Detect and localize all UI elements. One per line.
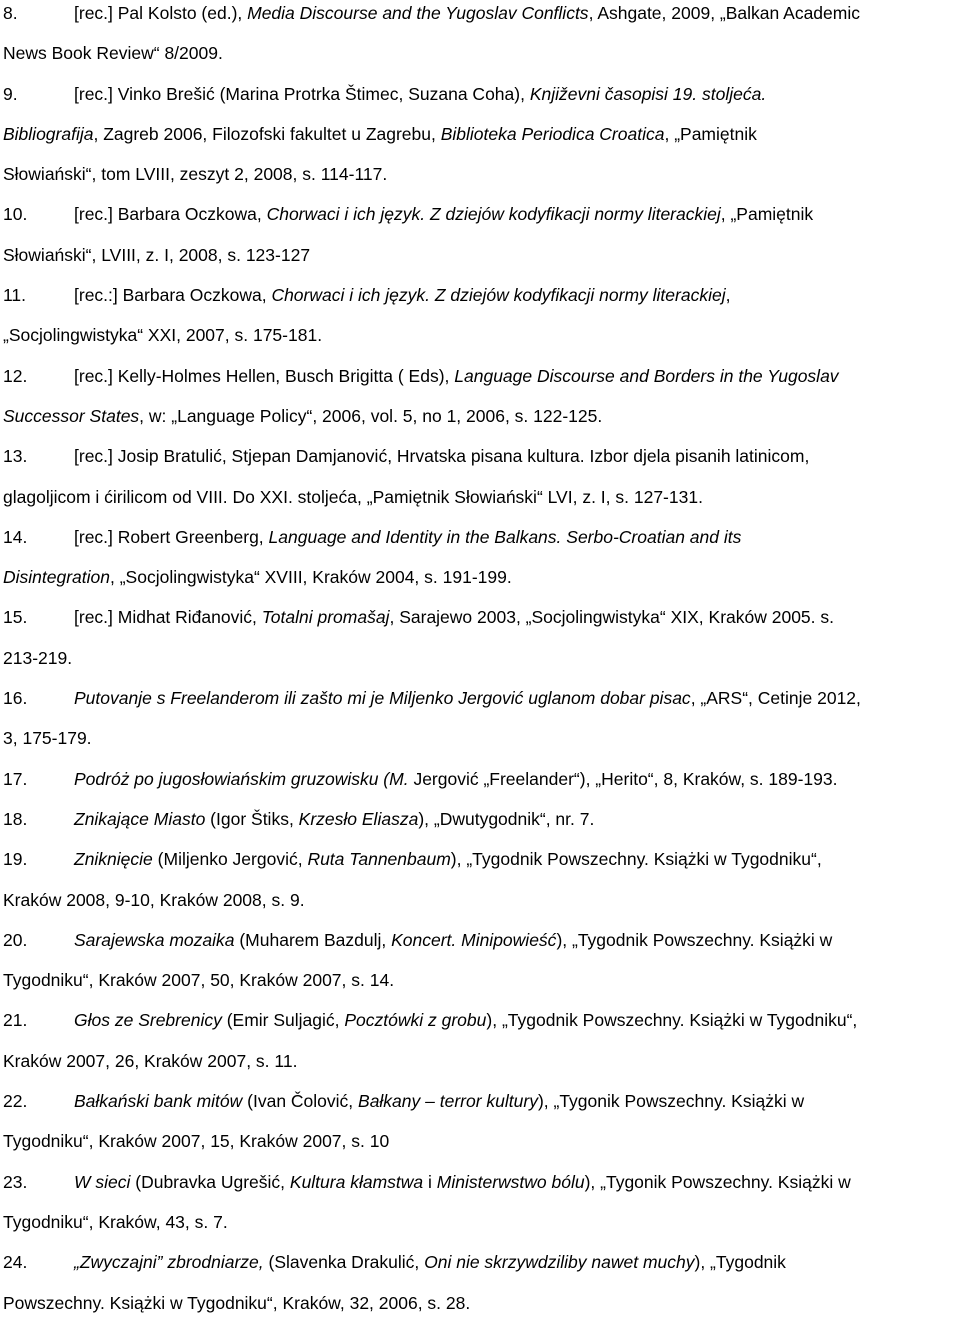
entry-line [3,1000,958,1040]
entry-line [3,597,958,637]
entry-title-text: Bibliografija [3,123,94,144]
entry-text: (Emir Suljagić, [221,1010,345,1031]
entry-line [3,154,958,194]
bibliography-entry [3,678,958,759]
entry-title-text: Media Discourse and the Yugoslav Conflicts [247,3,589,23]
entry-text: , [725,285,731,306]
entry-number: 22. [3,1091,28,1112]
entry-text: ), „Tygodnik [694,1252,786,1273]
bibliography-entry [3,759,958,799]
entry-text: i [423,1171,437,1192]
entry-line [3,396,958,436]
entry-text: Kraków 2007, 26, Kraków 2007, s. 11. [3,1050,298,1071]
entry-title-text: Zniknięcie [74,849,153,870]
entry-line [3,1121,958,1161]
entry-text: ), „Tygodnik Powszechny. Książki w Tygodniku“, [486,1010,858,1031]
bibliography-entry [3,0,958,74]
bibliography-entry [3,1242,958,1323]
entry-line [3,114,958,154]
entry-title-text: Głos ze Srebrenicy [74,1010,222,1031]
entry-text: ), „Dwutygodnik“, nr. 7. [418,808,595,829]
entry-text: [rec.] Josip Bratulić, Stjepan Damjanović, Hrvatska pisana kultura. Izbor djela pisanih latinicom, [74,446,810,467]
entry-text: (Dubravka Ugrešić, [130,1171,290,1192]
bibliography-entry [3,436,958,517]
entry-number: 18. [3,808,28,829]
entry-text: [rec.] Robert Greenberg, [74,526,269,547]
entry-number: 20. [3,929,28,950]
entry-number: 17. [3,768,28,789]
entry-text: Tygodniku“, Kraków 2007, 15, Kraków 2007, s. 10 [3,1131,390,1152]
bibliography-list [3,0,958,1323]
entry-text: [rec.] Kelly-Holmes Hellen, Busch Brigitta ( Eds), [74,365,455,386]
bibliography-entry [3,597,958,678]
entry-line [3,0,958,33]
entry-text: Jergović „Freelander“), „Herito“, 8, Kraków, s. 189-193. [408,768,838,789]
entry-text: ), „Tygodnik Powszechny. Książki w Tygodniku“, [450,849,822,870]
entry-title-text: Krzesło Eliasza [298,808,419,829]
entry-text: ), „Tygonik Powszechny. Książki w [584,1171,851,1192]
entry-line [3,235,958,275]
bibliography-entry [3,194,958,275]
entry-title-text: „Zwyczajni” zbrodniarze, [74,1252,264,1273]
entry-title-text: Chorwaci i ich język. Z dziejów kodyfikacji normy literackiej [271,285,726,306]
entry-title-text: Disintegration [3,567,110,588]
entry-title-text: Oni nie skrzywdziliby nawet muchy [424,1252,695,1273]
entry-line [3,1283,958,1323]
entry-line [3,436,958,476]
entry-text: , Zagreb 2006, Filozofski fakultet u Zagrebu, [93,123,441,144]
entry-line [3,718,958,758]
entry-line [3,315,958,355]
entry-number: 10. [3,204,28,225]
entry-text: , „Pamiętnik [664,123,757,144]
entry-text: ), „Tygonik Powszechny. Książki w [537,1091,805,1112]
entry-text: (Ivan Čolović, [242,1091,359,1112]
entry-line [3,33,958,73]
entry-line [3,880,958,920]
entry-title-text: Ministerwstwo bólu [436,1171,585,1192]
bibliography-entry [3,839,958,920]
entry-title-text: Chorwaci i ich język. Z dziejów kodyfikacji normy literackiej [266,204,721,225]
entry-number: 8. [3,3,18,23]
entry-number: 13. [3,446,28,467]
entry-number: 23. [3,1171,28,1192]
entry-text: „Socjolingwistyka“ XXI, 2007, s. 175-181. [3,325,323,346]
entry-title-text: Putovanje s Freelanderom ili zašto mi je Miljenko Jergović uglanom dobar pisac [74,688,691,709]
entry-text: [rec.] Vinko Brešić (Marina Protrka Štimec, Suzana Coha), [74,83,530,104]
entry-title-text: Koncert. Minipowieść [391,929,557,950]
entry-text: , Sarajewo 2003, „Socjolingwistyka“ XIX, Kraków 2005. s. [389,607,834,628]
entry-line [3,557,958,597]
entry-title-text: Successor States [3,405,140,426]
entry-line [3,356,958,396]
entry-title-text: Pocztówki z grobu [344,1010,487,1031]
entry-title-text: Znikające Miasto [74,808,206,829]
entry-title-text: W sieci [74,1171,131,1192]
entry-title-text: Language and Identity in the Balkans. Serbo-Croatian and its [268,526,742,547]
entry-number: 12. [3,365,28,386]
entry-text: (Igor Štiks, [205,808,299,829]
entry-line [3,960,958,1000]
entry-line [3,194,958,234]
entry-title-text: Književni časopisi 19. stoljeća. [529,83,767,104]
entry-line [3,517,958,557]
entry-text: ), „Tygodnik Powszechny. Książki w [556,929,833,950]
bibliography-entry [3,920,958,1001]
entry-line [3,839,958,879]
entry-text: , „Socjolingwistyka“ XVIII, Kraków 2004, s. 191-199. [110,567,512,588]
entry-line [3,678,958,718]
entry-line [3,920,958,960]
bibliography-entry [3,275,958,356]
entry-text: , w: „Language Policy“, 2006, vol. 5, no 1, 2006, s. 122-125. [139,405,603,426]
entry-line [3,74,958,114]
bibliography-entry [3,1162,958,1243]
entry-line [3,477,958,517]
entry-text: (Miljenko Jergović, [152,849,308,870]
entry-line [3,275,958,315]
entry-title-text: Ruta Tannenbaum [307,849,451,870]
entry-line [3,799,958,839]
bibliography-entry [3,799,958,839]
entry-title-text: Bałkański bank mitów [74,1091,243,1112]
bibliography-entry [3,356,958,437]
entry-title-text: Sarajewska mozaika [74,929,235,950]
entry-line [3,1202,958,1242]
entry-text: (Slavenka Drakulić, [263,1252,425,1273]
entry-number: 19. [3,849,28,870]
entry-text: Tygodniku“, Kraków, 43, s. 7. [3,1211,228,1232]
entry-line [3,1081,958,1121]
bibliography-entry [3,74,958,195]
bibliography-entry [3,1000,958,1081]
entry-title-text: Biblioteka Periodica Croatica [440,123,665,144]
entry-text: [rec.:] Barbara Oczkowa, [74,285,272,306]
entry-line [3,1242,958,1282]
entry-text: [rec.] Pal Kolsto (ed.), [74,3,248,23]
entry-text: , Ashgate, 2009, „Balkan Academic [588,3,860,23]
entry-text: Powszechny. Książki w Tygodniku“, Kraków, 32, 2006, s. 28. [3,1292,471,1313]
entry-number: 21. [3,1010,28,1031]
entry-line [3,759,958,799]
entry-number: 11. [3,285,27,306]
entry-line [3,638,958,678]
entry-text: glagoljicom i ćirilicom od VIII. Do XXI. stoljeća, „Pamiętnik Słowiański“ LVI, z. I, s. 127-131. [3,486,703,507]
entry-text: Słowiański“, LVIII, z. I, 2008, s. 123-127 [3,244,311,265]
entry-text: 3, 175-179. [3,728,92,749]
entry-number: 15. [3,607,28,628]
entry-text: (Muharem Bazdulj, [234,929,392,950]
entry-text: [rec.] Midhat Riđanović, [74,607,262,628]
entry-line [3,1041,958,1081]
entry-number: 16. [3,688,28,709]
bibliography-entry [3,517,958,598]
entry-text: , „ARS“, Cetinje 2012, [690,688,861,709]
entry-text: News Book Review“ 8/2009. [3,43,223,64]
bibliography-entry [3,1081,958,1162]
entry-text: Kraków 2008, 9-10, Kraków 2008, s. 9. [3,889,305,910]
entry-title-text: Totalni promašaj [261,607,390,628]
entry-line [3,1162,958,1202]
entry-text: Tygodniku“, Kraków 2007, 50, Kraków 2007, s. 14. [3,970,395,991]
entry-title-text: Podróż po jugosłowiańskim gruzowisku (M. [74,768,409,789]
entry-text: [rec.] Barbara Oczkowa, [74,204,267,225]
entry-text: 213-219. [3,647,73,668]
entry-number: 9. [3,83,18,104]
entry-title-text: Bałkany – terror kultury [358,1091,538,1112]
entry-text: , „Pamiętnik [720,204,814,225]
entry-number: 14. [3,526,28,547]
entry-number: 24. [3,1252,28,1273]
entry-text: Słowiański“, tom LVIII, zeszyt 2, 2008, s. 114-117. [3,164,388,185]
entry-title-text: Language Discourse and Borders in the Yugoslav [454,365,839,386]
entry-title-text: Kultura kłamstwa [289,1171,424,1192]
